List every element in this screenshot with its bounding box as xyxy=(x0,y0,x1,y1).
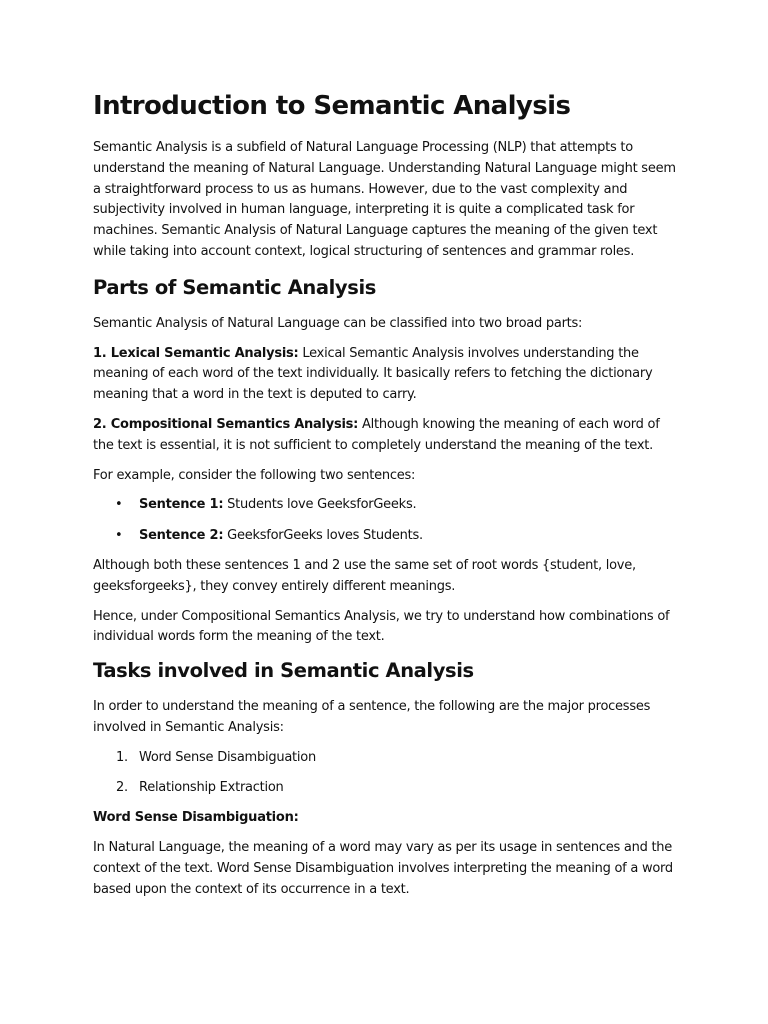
tasks-heading: Tasks involved in Semantic Analysis xyxy=(93,659,474,683)
list-item-text: Relationship Extraction xyxy=(139,780,284,796)
sentence-text: Students love GeeksforGeeks. xyxy=(223,497,417,513)
lexical-paragraph xyxy=(93,344,678,406)
sentence-list xyxy=(93,495,678,546)
list-item xyxy=(93,526,678,547)
lexical-text: Lexical Semantic Analysis involves understanding the meaning of each word of the text individually. It basically refers to fetching the dictionary meaning that a word in the text is deputed to carry. xyxy=(93,345,653,403)
list-item xyxy=(93,495,678,516)
wsd-paragraph: In Natural Language, the meaning of a word may vary as per its usage in sentences and the context of the text. Word Sense Disambiguation involves interpreting the meaning of a word based upon the context of its occurrence in a text. xyxy=(93,840,673,897)
bullet-icon: • xyxy=(115,497,123,513)
parts-lead: Semantic Analysis of Natural Language can be classified into two broad parts: xyxy=(93,315,583,331)
intro-paragraph: Semantic Analysis is a subfield of Natural Language Processing (NLP) that attempts to understand the meaning of Natural Language. Understanding Natural Language might seem a straightforward process to us as humans. However, due to the vast complexity and subjectivity involved in human language, interpreting it is quite a complicated task for machines. Semantic Analysis of Natural Language captures the meaning of the given text while taking into account context, logical structuring of sentences and grammar roles. xyxy=(93,140,676,259)
bullet-icon: • xyxy=(115,527,123,543)
tasks-lead: In order to understand the meaning of a sentence, the following are the major processes involved in Semantic Analysis: xyxy=(93,699,651,735)
hence-paragraph: Hence, under Compositional Semantics Analysis, we try to understand how combinations of individual words form the meaning of the text. xyxy=(93,608,670,645)
sentence-label: Sentence 2: xyxy=(139,527,224,543)
example-lead: For example, consider the following two sentences: xyxy=(93,467,416,483)
document-page xyxy=(93,88,678,910)
tasks-list xyxy=(93,748,678,799)
wsd-heading: Word Sense Disambiguation: xyxy=(93,810,299,826)
compositional-text: Although knowing the meaning of each word of the text is essential, it is not sufficient to completely understand the meaning of the text. xyxy=(93,416,660,453)
compositional-label: 2. Compositional Semantics Analysis: xyxy=(93,416,359,432)
lexical-label: 1. Lexical Semantic Analysis: xyxy=(93,345,299,361)
list-number: 1. xyxy=(116,749,128,765)
sentence-label: Sentence 1: xyxy=(139,497,224,513)
list-item xyxy=(93,778,678,799)
page-title: Introduction to Semantic Analysis xyxy=(93,91,571,121)
sentence-text: GeeksforGeeks loves Students. xyxy=(223,527,423,543)
although-paragraph: Although both these sentences 1 and 2 use the same set of root words {student, love, geeksforgeeks}, they convey entirely different meanings. xyxy=(93,557,636,594)
compositional-paragraph xyxy=(93,415,678,457)
list-item xyxy=(93,748,678,769)
list-item-text: Word Sense Disambiguation xyxy=(139,749,316,765)
list-number: 2. xyxy=(116,780,128,796)
parts-heading: Parts of Semantic Analysis xyxy=(93,275,376,299)
